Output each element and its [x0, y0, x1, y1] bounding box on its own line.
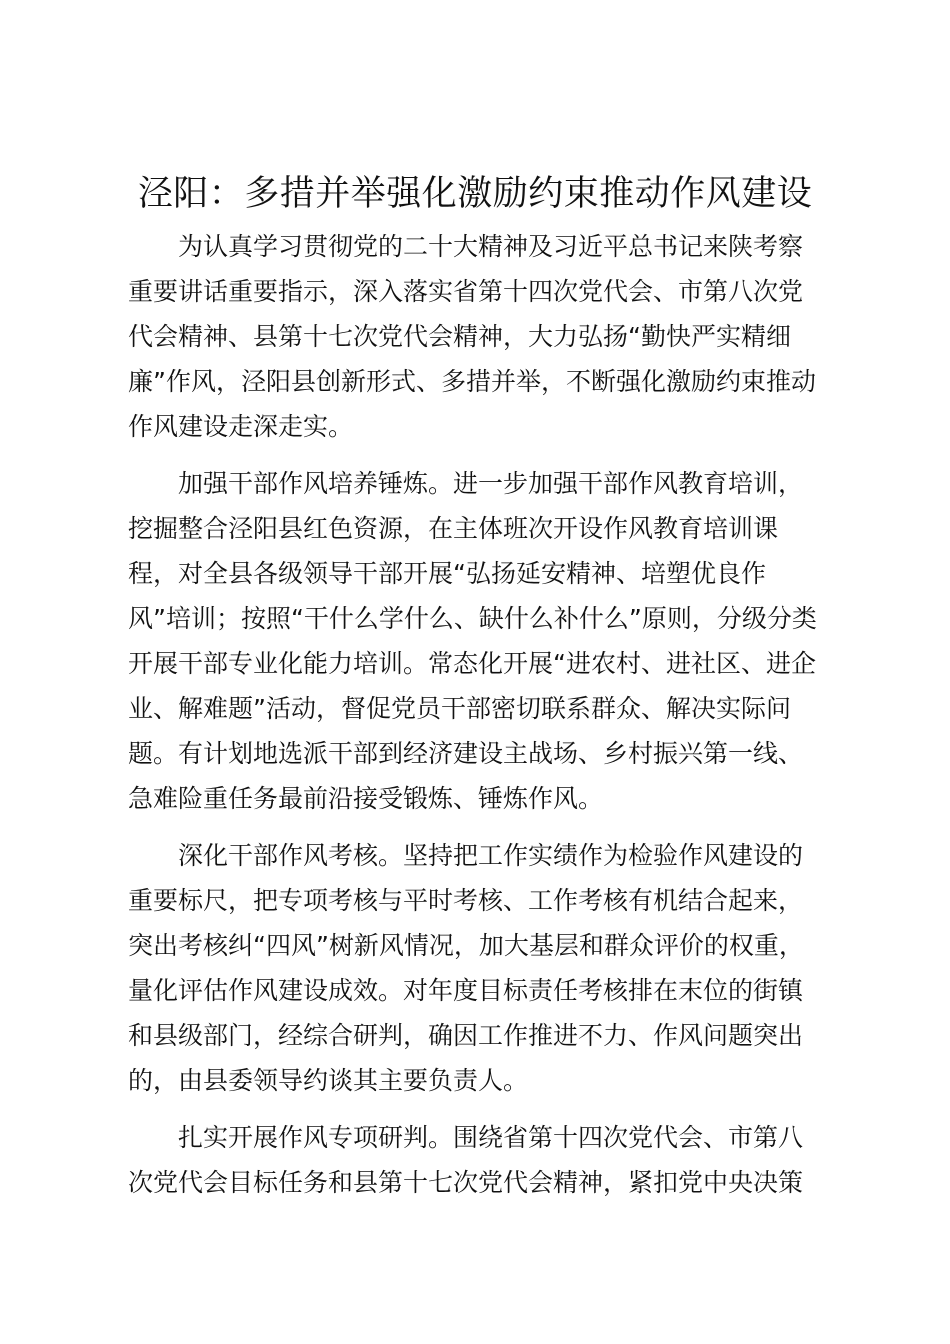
text-line: 挖掘整合泾阳县红色资源，在主体班次开设作风教育培训课 [128, 514, 779, 543]
document-title: 泾阳：多措并举强化激励约束推动作风建设 [137, 174, 813, 214]
text-line: 作风建设走深走实。 [128, 412, 354, 441]
text-line: 风”培训；按照“干什么学什么、缺什么补什么”原则，分级分类 [128, 604, 817, 633]
text-line: 廉”作风，泾阳县创新形式、多措并举，不断强化激励约束推动 [128, 367, 816, 396]
text-line: 加强干部作风培养锤炼。进一步加强干部作风教育培训， [178, 469, 804, 498]
text-line: 次党代会目标任务和县第十七次党代会精神，紧扣党中央决策 [128, 1168, 804, 1197]
text-line: 业、解难题”活动，督促党员干部密切联系群众、解决实际问 [128, 694, 791, 723]
document-body [128, 224, 828, 1205]
text-line: 重要讲话重要指示，深入落实省第十四次党代会、市第八次党 [128, 277, 804, 306]
text-line: 和县级部门，经综合研判，确因工作推进不力、作风问题突出 [128, 1021, 804, 1050]
text-line: 程，对全县各级领导干部开展“弘扬延安精神、培塑优良作 [128, 559, 766, 588]
text-line: 深化干部作风考核。坚持把工作实绩作为检验作风建设的 [178, 841, 804, 870]
paragraph-1 [128, 224, 828, 449]
text-line: 重要标尺，把专项考核与平时考核、工作考核有机结合起来， [128, 886, 804, 915]
text-line: 急难险重任务最前沿接受锻炼、锤炼作风。 [128, 784, 604, 813]
text-line: 的，由县委领导约谈其主要负责人。 [128, 1066, 529, 1095]
text-line: 代会精神、县第十七次党代会精神，大力弘扬“勤快严实精细 [128, 322, 791, 351]
text-line: 量化评估作风建设成效。对年度目标责任考核排在末位的街镇 [128, 976, 804, 1005]
text-line: 题。有计划地选派干部到经济建设主战场、乡村振兴第一线、 [128, 739, 804, 768]
text-line: 突出考核纠“四风”树新风情况，加大基层和群众评价的权重， [128, 931, 804, 960]
text-line: 开展干部专业化能力培训。常态化开展“进农村、进社区、进企 [128, 649, 816, 678]
text-line: 为认真学习贯彻党的二十大精神及习近平总书记来陕考察 [178, 232, 804, 261]
paragraph-4 [128, 1115, 828, 1205]
paragraph-3 [128, 833, 828, 1103]
text-line: 扎实开展作风专项研判。围绕省第十四次党代会、市第八 [178, 1123, 804, 1152]
paragraph-2 [128, 461, 828, 821]
